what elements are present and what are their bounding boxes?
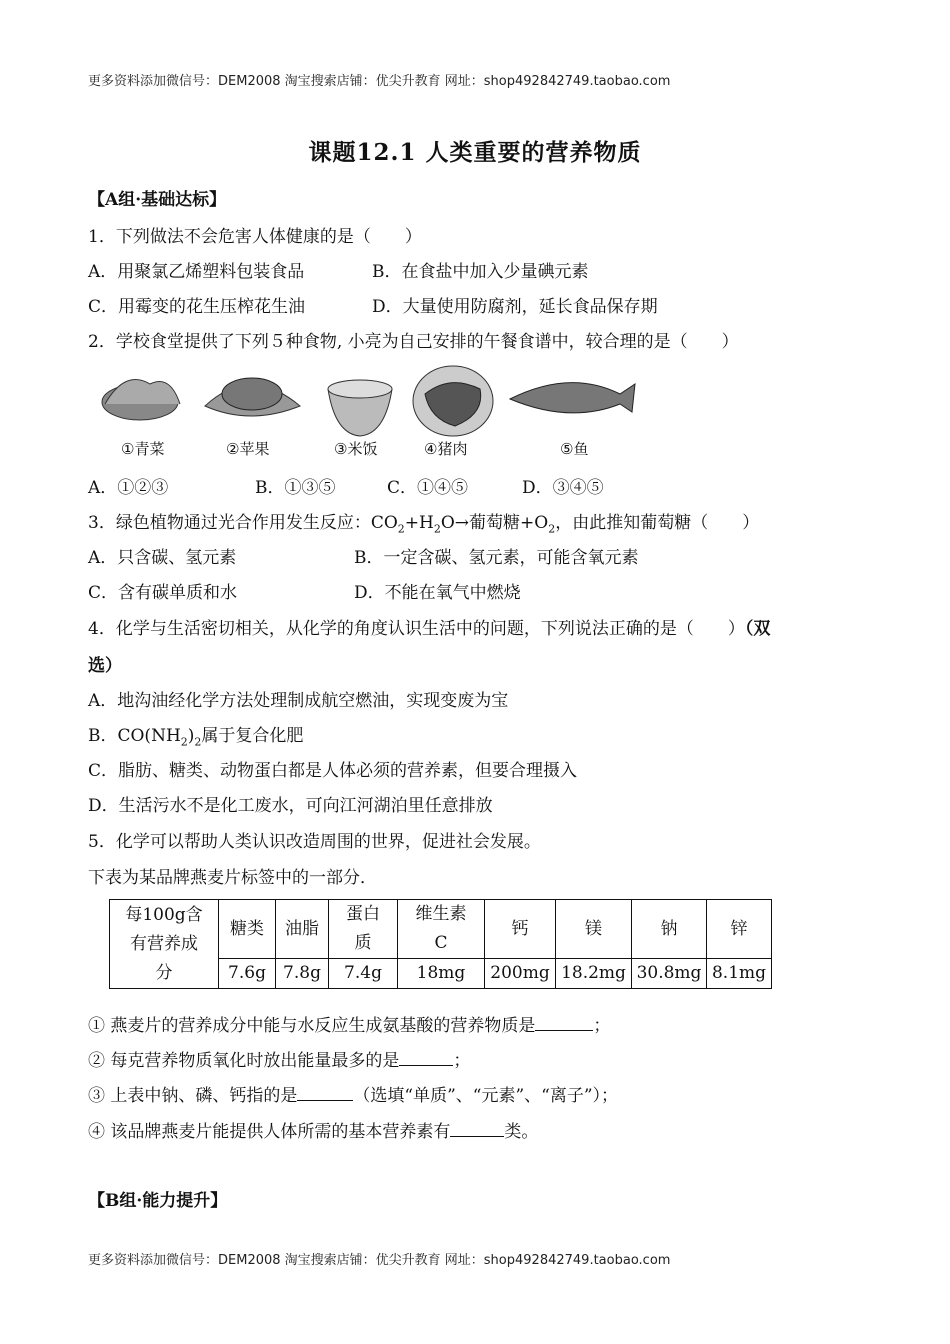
food-label-4: ④猪肉 — [424, 440, 468, 458]
page-title: 课题12.1 人类重要的营养物质 — [308, 139, 642, 166]
q5-sub2: ② 每克营养物质氧化时放出能量最多的是 ； — [88, 1051, 471, 1071]
q2-option-d: D．③④⑤ — [522, 478, 604, 498]
table-value: 7.4g — [329, 959, 398, 989]
fish-picture — [510, 383, 635, 413]
q4-double-choice: 选） — [88, 656, 122, 676]
table-head: 镁 — [556, 900, 632, 959]
q4-option-a: A．地沟油经化学方法处理制成航空燃油，实现变废为宝 — [88, 691, 509, 711]
q3-option-a: A．只含碳、氢元素 — [88, 548, 237, 568]
food-label-1: ①青菜 — [121, 440, 165, 458]
q2-option-c: C．①④⑤ — [387, 478, 469, 498]
food-label-2: ②苹果 — [226, 440, 270, 458]
q3-option-c: C．含有碳单质和水 — [88, 583, 238, 603]
table-value: 18.2mg — [556, 959, 632, 989]
q5-intro: 下表为某品牌燕麦片标签中的一部分． — [88, 868, 377, 888]
page-footer: 更多资料添加微信号：DEM2008 淘宝搜索店铺：优尖升教育 网址：shop492842749.taobao.com — [88, 1253, 671, 1268]
table-head: 钙 — [485, 900, 556, 959]
table-head: 糖类 — [219, 900, 276, 959]
table-value: 8.1mg — [707, 959, 772, 989]
answer-blank[interactable] — [535, 1014, 593, 1031]
q4-stem: 4．化学与生活密切相关，从化学的角度认识生活中的问题，下列说法正确的是（ ）（双 — [88, 619, 771, 639]
page-header: 更多资料添加微信号：DEM2008 淘宝搜索店铺：优尖升教育 网址：shop492842749.taobao.com — [88, 74, 671, 89]
food-label-3: ③米饭 — [334, 440, 378, 458]
q5-sub1: ① 燕麦片的营养成分中能与水反应生成氨基酸的营养物质是 ； — [88, 1016, 611, 1036]
table-value: 30.8mg — [632, 959, 707, 989]
table-head: 锌 — [707, 900, 772, 959]
q1-option-b: B．在食盐中加入少量碘元素 — [372, 262, 589, 282]
q1-stem: 1．下列做法不会危害人体健康的是（ ） — [88, 227, 422, 247]
nutrition-table — [109, 899, 772, 989]
section-a-heading: 【A组·基础达标】 — [88, 190, 227, 210]
q1-option-a: A．用聚氯乙烯塑料包装食品 — [88, 262, 305, 282]
answer-blank[interactable] — [399, 1049, 453, 1066]
q1-option-c: C．用霉变的花生压榨花生油 — [88, 297, 306, 317]
pork-picture — [413, 366, 493, 436]
q4-option-b: B．$CO(NH_2)_2$属于复合化肥 — [88, 726, 304, 749]
q3-option-b: B．一定含碳、氢元素，可能含氧元素 — [354, 548, 639, 568]
q4-option-d: D．生活污水不是化工废水，可向江河湖泊里任意排放 — [88, 796, 493, 816]
nutrition-corner-header: 每100g含 有营养成 分 — [110, 900, 219, 989]
q1-option-d: D．大量使用防腐剂，延长食品保存期 — [372, 297, 658, 317]
q5-sub4: ④ 该品牌燕麦片能提供人体所需的基本营养素有 类。 — [88, 1122, 539, 1142]
q3-option-d: D．不能在氧气中燃烧 — [354, 583, 521, 603]
q3-stem: 3．绿色植物通过光合作用发生反应：$CO_2+H_2O\to$葡萄糖$+O_2$，由此推知葡萄糖（ ） — [88, 513, 760, 536]
q2-option-b: B．①③⑤ — [255, 478, 336, 498]
vegetable-picture — [102, 380, 180, 421]
table-head: 油脂 — [276, 900, 329, 959]
q2-stem: 2．学校食堂提供了下列５种食物, 小亮为自己安排的午餐食谱中，较合理的是（ ） — [88, 332, 739, 352]
apple-picture — [205, 378, 300, 416]
table-value: 7.8g — [276, 959, 329, 989]
rice-picture — [328, 380, 392, 436]
q4-option-c: C．脂肪、糖类、动物蛋白都是人体必须的营养素，但要合理摄入 — [88, 761, 578, 781]
table-head: 钠 — [632, 900, 707, 959]
food-label-5: ⑤鱼 — [560, 440, 589, 458]
q5-stem: 5．化学可以帮助人类认识改造周围的世界，促进社会发展。 — [88, 832, 541, 852]
table-value: 200mg — [485, 959, 556, 989]
q5-sub3: ③ 上表中钠、磷、钙指的是 （选填“单质”、“元素”、“离子”）； — [88, 1086, 619, 1106]
answer-blank[interactable] — [297, 1084, 353, 1101]
table-head: 维生素 C — [398, 900, 485, 959]
table-value: 18mg — [398, 959, 485, 989]
section-b-heading: 【B组·能力提升】 — [88, 1191, 228, 1211]
table-head: 蛋白 质 — [329, 900, 398, 959]
q2-option-a: A．①②③ — [88, 478, 169, 498]
table-value: 7.6g — [219, 959, 276, 989]
answer-blank[interactable] — [450, 1120, 504, 1137]
